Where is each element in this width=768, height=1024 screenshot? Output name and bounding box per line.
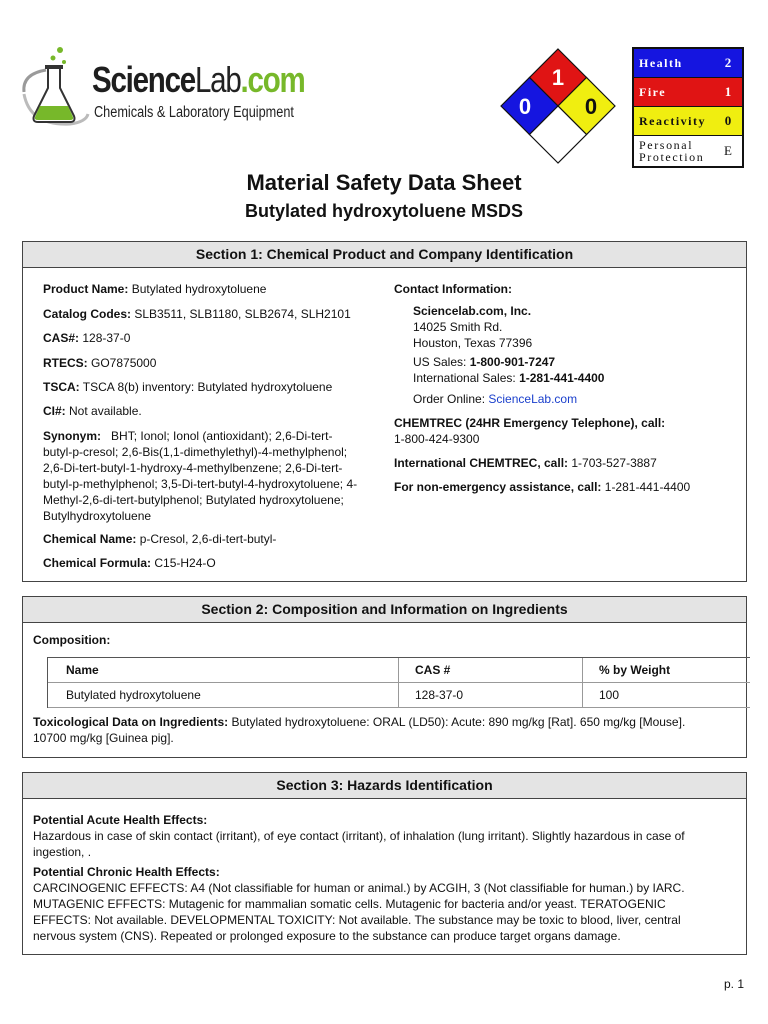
synonym-field	[43, 428, 383, 524]
company-address	[413, 303, 532, 351]
nfpa-fire-value: 1	[551, 65, 565, 90]
rtecs-value: GO7875000	[91, 356, 157, 370]
hmis-health-label: Health	[639, 55, 683, 70]
toxicological-label: Toxicological Data on Ingredients:	[33, 715, 229, 729]
section-2-body	[23, 623, 746, 758]
document-title: Material Safety Data Sheet	[246, 170, 522, 195]
acute-effects-line-1: Hazardous in case of skin contact (irritant), of eye contact (irritant), of inhalation (lung irritant). Slightly hazardous in case of	[33, 829, 685, 843]
hmis-protection-label-line1: Personal	[639, 138, 694, 152]
synonym-line-6: Butylhydroxytoluene	[43, 509, 152, 523]
company-name: Sciencelab.com, Inc.	[413, 304, 532, 318]
non-emergency-label: For non-emergency assistance, call:	[394, 480, 602, 494]
cas-label: CAS#:	[43, 331, 80, 345]
product-name-field	[43, 281, 266, 297]
catalog-codes-value: SLB3511, SLB1180, SLB2674, SLH2101	[134, 307, 351, 321]
tsca-value: TSCA 8(b) inventory: Butylated hydroxytoluene	[82, 380, 333, 394]
nfpa-health-value: 0	[518, 94, 532, 119]
address-line-1: 14025 Smith Rd.	[413, 320, 503, 334]
hmis-protection-value: E	[724, 143, 732, 158]
sciencelab-logo	[20, 44, 305, 136]
chemical-formula-field	[43, 555, 216, 571]
order-online-field	[413, 391, 577, 407]
chemical-name-label: Chemical Name:	[43, 532, 137, 546]
hmis-fire-label: Fire	[639, 84, 667, 99]
chemical-name-value: p-Cresol, 2,6-di-tert-butyl-	[139, 532, 277, 546]
product-name-value: Butylated hydroxytoluene	[131, 282, 267, 296]
toxicological-text-1: Butylated hydroxytoluene: ORAL (LD50): Acute: 890 mg/kg [Rat]. 650 mg/kg [Mouse].	[231, 715, 686, 729]
toxicological-line-1	[33, 714, 733, 730]
toxicological-data	[33, 714, 733, 746]
cas-field	[43, 330, 130, 346]
column-header-weight: % by Weight	[582, 658, 750, 682]
synonym-line-1	[43, 428, 383, 444]
address-line-2: Houston, Texas 77396	[413, 336, 533, 350]
hmis-health-row	[634, 49, 742, 78]
product-name-label: Product Name:	[43, 282, 129, 296]
hmis-protection-row	[634, 136, 742, 166]
chemical-formula-value: C15-H24-O	[154, 556, 216, 570]
intl-chemtrec-value: 1-703-527-3887	[571, 456, 657, 470]
section-1-body	[23, 268, 746, 582]
chronic-effects-line-1: CARCINOGENIC EFFECTS: A4 (Not classifiable for human or animal.) by ACGIH, 3 (Not classifiable for human.) by IARC.	[33, 881, 685, 895]
chronic-effects-line-3: EFFECTS: Not available. DEVELOPMENTAL TOXICITY: Not available. The substance may be toxic to blood, liver, central	[33, 913, 681, 927]
chemtrec-label: CHEMTREC (24HR Emergency Telephone), call:	[394, 416, 666, 430]
tsca-label: TSCA:	[43, 380, 80, 394]
cell-ingredient-weight: 100	[582, 683, 750, 707]
nfpa-reactivity-value: 0	[584, 94, 598, 119]
chemical-formula-label: Chemical Formula:	[43, 556, 152, 570]
non-emergency-value: 1-281-441-4400	[604, 480, 691, 494]
rtecs-label: RTECS:	[43, 356, 88, 370]
chronic-effects-line-2: MUTAGENIC EFFECTS: Mutagenic for mammalian somatic cells. Mutagenic for bacteria and/or yeast. TERATOGENIC	[33, 897, 666, 911]
hmis-reactivity-label: Reactivity	[639, 113, 706, 128]
order-online-label: Order Online:	[413, 392, 486, 406]
hmis-fire-value: 1	[724, 84, 732, 99]
document-subtitle: Butylated hydroxytoluene MSDS	[244, 201, 524, 221]
section-1	[22, 241, 747, 582]
chemical-name-field	[43, 531, 276, 547]
section-2-heading: Section 2: Composition and Information on Ingredients	[23, 597, 746, 623]
intl-sales-field	[413, 370, 604, 386]
acute-effects-block	[33, 812, 738, 860]
section-2	[22, 596, 747, 758]
cas-value: 128-37-0	[82, 331, 131, 345]
composition-label: Composition:	[33, 633, 111, 647]
flask-icon	[20, 44, 90, 134]
acute-effects-label: Potential Acute Health Effects:	[33, 813, 208, 827]
hmis-protection-label-line2: Protection	[639, 150, 705, 164]
nfpa-diamond	[500, 48, 616, 164]
hmis-health-value: 2	[724, 55, 732, 70]
us-sales-field	[413, 354, 555, 370]
hmis-rating-table	[632, 47, 744, 168]
catalog-codes-field	[43, 306, 351, 322]
ci-field	[43, 403, 142, 419]
hmis-reactivity-value: 0	[724, 113, 732, 128]
column-header-cas: CAS #	[398, 658, 582, 682]
acute-effects-line-2: ingestion, .	[33, 845, 92, 859]
chronic-effects-label: Potential Chronic Health Effects:	[33, 865, 220, 879]
composition-table	[47, 657, 750, 708]
us-sales-value: 1-800-901-7247	[469, 355, 556, 369]
synonym-line-2: butyl-p-cresol; 2,6-Bis(1,1-dimethylethyl)-4-methylphenol;	[43, 445, 348, 459]
section-1-heading: Section 1: Chemical Product and Company Identification	[23, 242, 746, 268]
section-3-heading: Section 3: Hazards Identification	[23, 773, 746, 799]
logo-brand-text	[92, 59, 351, 100]
cell-ingredient-cas: 128-37-0	[398, 683, 582, 707]
logo-brand-lab: Lab	[194, 59, 241, 100]
table-row	[48, 683, 750, 708]
logo-tagline: Chemicals & Laboratory Equipment	[94, 104, 294, 121]
section-3-body	[23, 799, 746, 955]
tsca-field	[43, 379, 332, 395]
hmis-fire-row	[634, 78, 742, 107]
section-3	[22, 772, 747, 955]
intl-chemtrec-field	[394, 455, 657, 471]
contact-info-label: Contact Information:	[394, 282, 512, 296]
intl-chemtrec-label: International CHEMTREC, call:	[394, 456, 569, 470]
catalog-codes-label: Catalog Codes:	[43, 307, 132, 321]
hmis-reactivity-row	[634, 107, 742, 136]
ci-label: CI#:	[43, 404, 66, 418]
column-header-name: Name	[66, 663, 99, 677]
chronic-effects-block	[33, 864, 738, 944]
order-online-link[interactable]: ScienceLab.com	[488, 392, 578, 406]
toxicological-line-2: 10700 mg/kg [Guinea pig].	[33, 731, 174, 745]
logo-brand-science: Science	[92, 59, 195, 100]
synonym-text-1: BHT; Ionol; Ionol (antioxidant); 2,6-Di-tert-	[111, 429, 333, 443]
chemtrec-value: 1-800-424-9300	[394, 432, 480, 446]
synonym-label: Synonym:	[43, 429, 102, 443]
composition-table-header	[48, 658, 750, 683]
synonym-line-4: butyl-p-methylphenol; 3,5-Di-tert-butyl-4-hydroxytoluene; 4-	[43, 477, 358, 491]
synonym-line-5: Methyl-2,6-di-tert-butylphenol; Butylated hydroxytoluene;	[43, 493, 344, 507]
synonym-line-3: 2,6-Di-tert-butyl-1-hydroxy-4-methylbenzene; 2,6-Di-tert-	[43, 461, 343, 475]
us-sales-label: US Sales:	[413, 355, 467, 369]
ci-value: Not available.	[69, 404, 142, 418]
intl-sales-value: 1-281-441-4400	[519, 371, 605, 385]
chemtrec-field	[394, 415, 665, 447]
rtecs-field	[43, 355, 156, 371]
chronic-effects-line-4: nervous system (CNS). Repeated or prolonged exposure to the substance can produce target organs damage.	[33, 929, 621, 943]
cell-ingredient-name: Butylated hydroxytoluene	[66, 688, 201, 702]
page-number: p. 1	[723, 977, 744, 991]
logo-brand-dotcom: .com	[240, 59, 305, 100]
non-emergency-field	[394, 479, 690, 495]
hmis-protection-label	[634, 139, 714, 163]
intl-sales-label: International Sales:	[413, 371, 516, 385]
